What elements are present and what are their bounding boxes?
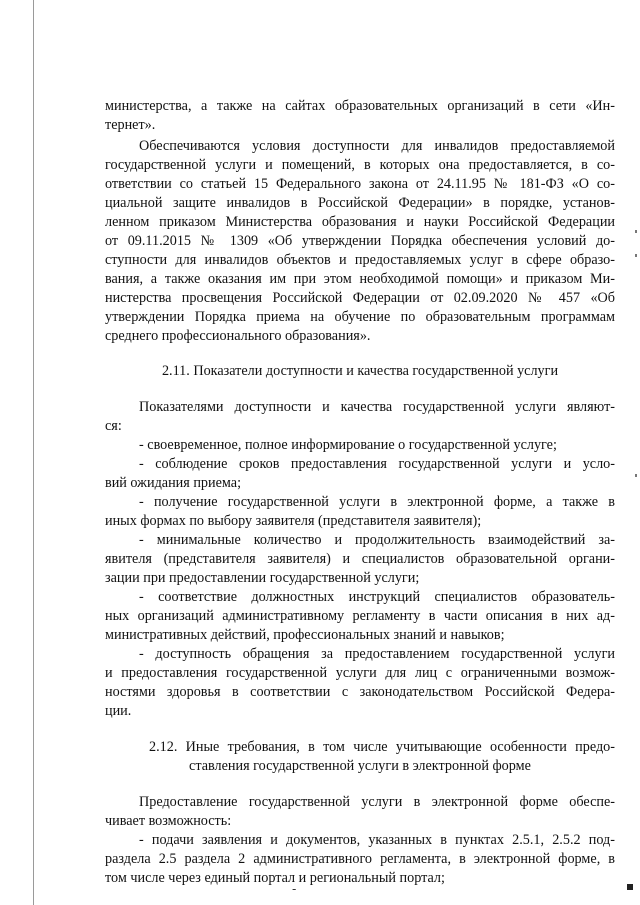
text-line: вания, а также оказания им при этом необходимой помощи» и приказом Ми- xyxy=(105,271,615,287)
text-line: и предоставления государственной услуги для лиц с ограниченными возмож- xyxy=(105,665,615,681)
text-line: явителя (представителя заявителя) и специалистов образовательной органи- xyxy=(105,551,615,567)
list-item: - своевременное, полное информирование о государственной услуге; xyxy=(139,437,557,453)
text-line: вий ожидания приема; xyxy=(105,475,242,491)
edge-mark xyxy=(635,474,637,477)
text-line: ностями здоровья в соответствии с законодательством Российской Федера- xyxy=(105,684,615,700)
list-item: - получение государственной услуги в электронной форме, а также в xyxy=(139,494,615,510)
text-line: нистерства просвещения Российской Федерации от 02.09.2020 № 457 «Об xyxy=(105,290,615,306)
text-line: ответствии со статьей 15 Федерального закона от 24.11.95 № 181-ФЗ «О со- xyxy=(105,176,615,192)
text-line: циальной защите инвалидов в Российской Федерации» в порядке, установ- xyxy=(105,195,615,211)
list-item: - доступность обращения за предоставлением государственной услуги xyxy=(139,646,615,662)
text-line: ступности для инвалидов объектов и предоставляемых услуг в сфере образо- xyxy=(105,252,615,268)
text-line: от 09.11.2015 № 1309 «Об утверждении Порядка обеспечения условий до- xyxy=(105,233,615,249)
text-line: государственной услуги и помещений, в которых она предоставляется, в со- xyxy=(105,157,615,173)
paragraph-first-line: Предоставление государственной услуги в электронной форме обеспе- xyxy=(139,794,615,810)
section-heading-2-12: 2.12. Иные требования, в том числе учитывающие особенности предо- xyxy=(149,739,615,755)
binding-line xyxy=(33,0,34,905)
text-line: том числе через единый портал и региональный портал; xyxy=(105,870,445,886)
paragraph-first-line: Обеспечиваются условия доступности для инвалидов предоставляемой xyxy=(139,138,615,154)
list-item: - подачи заявления и документов, указанных в пунктах 2.5.1, 2.5.2 под- xyxy=(139,832,615,848)
text-line: утверждении Порядка приема на обучение по образовательным программам xyxy=(105,309,615,325)
text-line: ции. xyxy=(105,703,132,719)
paragraph-first-line: Показателями доступности и качества государственной услуги являют- xyxy=(139,399,615,415)
text-line: министерства, а также на сайтах образовательных организаций в сети «Ин- xyxy=(105,98,615,114)
text-line: тернет». xyxy=(105,117,156,133)
list-item: - соответствие должностных инструкций специалистов образователь- xyxy=(139,589,615,605)
list-item: - минимальные количество и продолжительность взаимодействий за- xyxy=(139,532,615,548)
list-item: - соблюдение сроков предоставления государственной услуги и усло- xyxy=(139,456,615,472)
footer-dash: - xyxy=(292,882,297,896)
corner-mark xyxy=(627,884,633,890)
text-line: зации при предоставлении государственной услуги; xyxy=(105,570,420,586)
text-line: чивает возможность: xyxy=(105,813,232,829)
text-line: иных формах по выбору заявителя (представителя заявителя); xyxy=(105,513,482,529)
edge-mark xyxy=(635,230,637,233)
section-heading-2-11: 2.11. Показатели доступности и качества государственной услуги xyxy=(161,363,559,379)
section-heading-2-12: ставления государственной услуги в электронной форме xyxy=(189,758,531,774)
text-line: ленном приказом Министерства образования и науки Российской Федерации xyxy=(105,214,615,230)
text-line: ся: xyxy=(105,418,122,434)
edge-mark xyxy=(635,254,637,257)
text-line: ных организаций административному регламенту в части описания в них ад- xyxy=(105,608,615,624)
text-line: среднего профессионального образования». xyxy=(105,328,371,344)
text-line: министративных действий, профессиональных знаний и навыков; xyxy=(105,627,505,643)
text-line: раздела 2.5 раздела 2 административного регламента, в электронной форме, в xyxy=(105,851,615,867)
